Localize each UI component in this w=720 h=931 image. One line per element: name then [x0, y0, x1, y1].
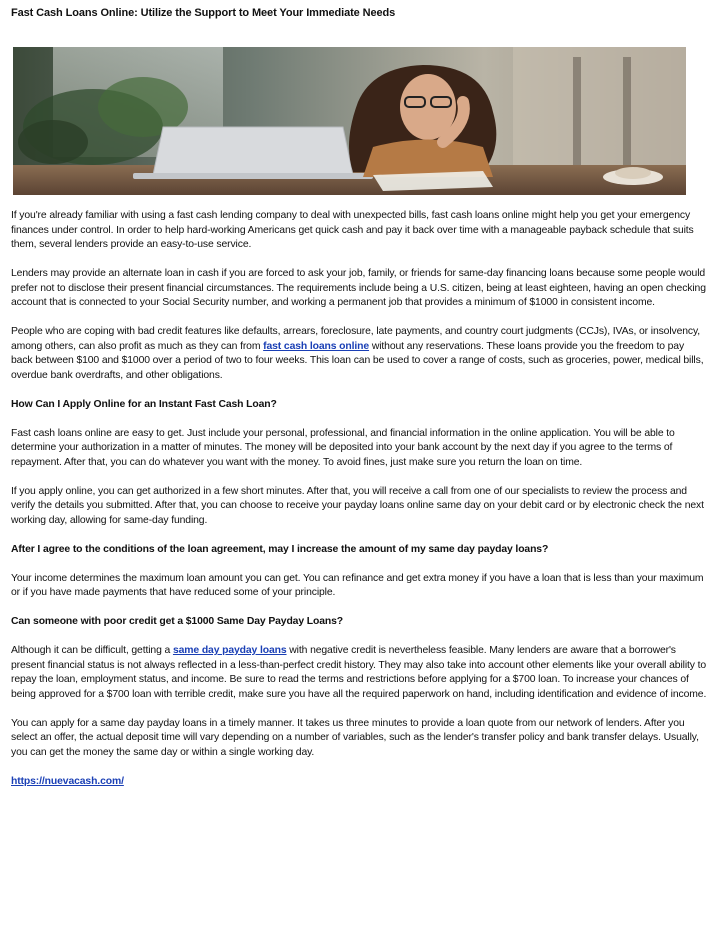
paragraph: If you apply online, you can get authorized in a few short minutes. After that, you will receive a call from one of our specialists to review the process and verify the details you submitted. After that, you can choose to receive your payday loans online same day on your debit card or by electronic check the next working day, allowing for same-day funding. [11, 485, 704, 526]
same-day-payday-loans-link[interactable]: same day payday loans [172, 645, 287, 656]
paragraph-text: without any reservations. These loans provide you the freedom to pay back between $100 and $1000 over a period of two to four weeks. This loan can be used to cover a range of costs, such as groceries, power, medical bills, overdue bank overdrafts, and other obligations. [11, 340, 704, 381]
page-title: Fast Cash Loans Online: Utilize the Support to Meet Your Immediate Needs [11, 7, 396, 19]
paragraph-text: with negative credit is nevertheless feasible. Many lenders are aware that a borrower's present financial status is not always reflected in a less-than-perfect credit history. They may also take into account other elements like your overall ability to repay the loan, employment status, and income. Be sure to read the terms and restrictions before applying for a $700 loan. To increase your chances of being approved for a $700 loan with terrible credit, make sure you have all the required paperwork on hand, including identification and evidence of income. [11, 645, 707, 700]
section-heading: How Can I Apply Online for an Instant Fast Cash Loan? [11, 398, 277, 410]
fast-cash-loans-online-link[interactable]: fast cash loans online [263, 340, 370, 352]
url-paragraph [11, 775, 707, 790]
paragraph [11, 325, 707, 383]
paragraph-text: Lenders may provide an alternate loan in cash if you are forced to ask your job, family, or friends for same-day financing loans because some people would prefer not to disclose their present financial circumstances. The requirements include being a U.S. citizen, being at least eighteen, having an open checking account that is connected to your Social Security number, and working a permanent job that provides a minimum of $1000 in consistent income. [11, 268, 706, 308]
nuevacash-url-link[interactable]: https://nuevacash.com/ [11, 775, 124, 787]
woman-at-laptop-photo-icon [13, 47, 686, 195]
paragraph [11, 267, 707, 311]
paragraph [11, 644, 707, 702]
paragraph: Your income determines the maximum loan amount you can get. You can refinance and get extra money if you have a loan that is less than your maximum or if you have made payments that have reduced some of your principle. [11, 572, 704, 598]
section-heading: Can someone with poor credit get a $1000 Same Day Payday Loans? [11, 616, 343, 627]
article-body [11, 209, 707, 804]
paragraph: Fast cash loans online are easy to get. Just include your personal, professional, and financial information in the online application. You will be able to determine your authorization in a matter of minutes. The money will be deposited into your bank account by the next day if you agree to the terms of repayment. After that, you can do whatever you want with the money. To avoid fines, just make sure you return the loan on time. [11, 427, 675, 468]
paragraph: If you're already familiar with using a fast cash lending company to deal with unexpected bills, fast cash loans online might help you get your emergency finances under control. In order to help hard-working Americans get quick cash and pay it back over time with a manageable payback schedule that suits them, several lenders provide an easy-to-use service. [11, 210, 694, 250]
paragraph-text: Although it can be difficult, getting a [11, 645, 173, 656]
paragraph: You can apply for a same day payday loans in a timely manner. It takes us three minutes to provide a loan quote from our network of lenders. After you select an offer, the actual deposit time will vary depending on a number of variables, such as the lender's transfer policy and bank transfer delays. Usually, you can get the money the same day or within a single working day. [11, 717, 699, 758]
paragraph-text: People who are coping with bad credit features like defaults, arrears, foreclosure, late payments, and country court judgments (CCJs), IVAs, or insolvency, among others, can also profit as much as they can from [11, 326, 701, 352]
section-heading: After I agree to the conditions of the loan agreement, may I increase the amount of my same day payday loans? [11, 543, 549, 555]
